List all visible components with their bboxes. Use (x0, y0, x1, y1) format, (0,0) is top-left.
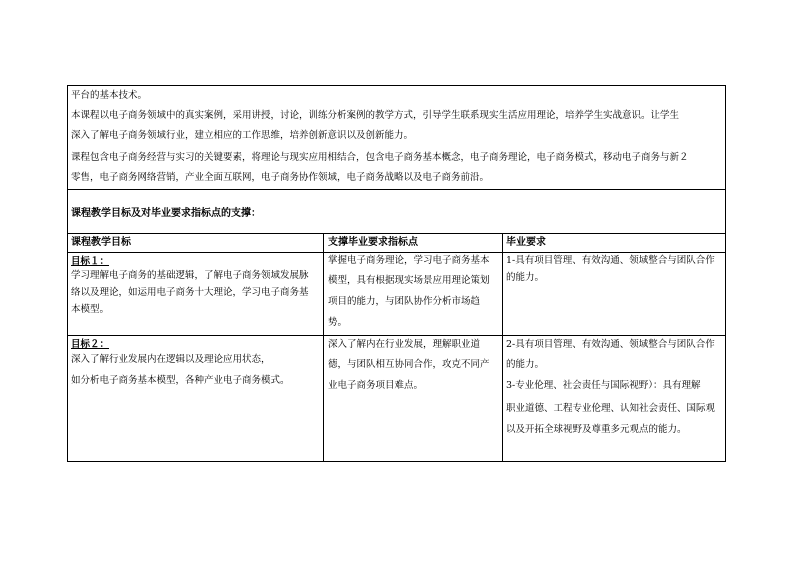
intro-line: 零售，电子商务网络营销，产业全面互联网，电子商务协作领域，电子商务战略以及电子商务前沿。 (71, 172, 490, 183)
goal-text-line: 如分析电子商务基本模型，各种产业电子商务模式。 (71, 375, 290, 386)
indicator-text-line: 势。 (328, 317, 348, 328)
indicator-text-line: 德，与团队相互协同合作，攻克不同产 (328, 359, 490, 370)
requirement-text-line: 1-具有项目管理、有效沟通、领域整合与团队合作 (506, 255, 715, 266)
goal-text-line: 学习理解电子商务的基础逻辑，了解电子商务领域发展脉 (71, 270, 309, 281)
indicator-text-line: 项目的能力，与团队协作分析市场趋 (328, 296, 481, 307)
intro-line: 深入了解电子商务领域行业，建立相应的工作思维，培养创新意识以及创新能力。 (71, 130, 414, 141)
goal-text-line: 本模型。 (71, 304, 110, 315)
requirement-text-line: 以及开拓全球视野及尊重多元观点的能力。 (506, 424, 687, 435)
goal-text-line: 深入了解行业发展内在逻辑以及理论应用状态， (71, 354, 271, 365)
intro-bottom-rule (67, 189, 726, 190)
requirement-text-line: 的能力。 (506, 359, 545, 370)
requirement-text-line: 2-具有项目管理、有效沟通、领域整合与团队合作 (506, 339, 715, 350)
indicator-text-line: 深入了解内在行业发展，理解职业道 (328, 339, 481, 350)
column-divider-1 (323, 233, 324, 462)
indicator-text-line: 模型，具有根据现实场景应用理论策划 (328, 275, 490, 286)
intro-line: 课程包含电子商务经营与实习的关键要素，将理论与现实应用相结合，包含电子商务基本概念，电子商务理论，电子商务模式，移动电子商务与新２ (71, 152, 689, 163)
column-divider-2 (502, 233, 503, 462)
column-header-goal: 课程教学目标 (71, 237, 131, 248)
requirement-text-line: 的能力。 (506, 272, 545, 283)
requirement-text-line: 3-专业伦理、社会责任与国际视野）：具有理解 (506, 380, 701, 391)
intro-line: 本课程以电子商务领域中的真实案例，采用讲授，讨论，训练分析案例的教学方式，引导学生联系现实生活应用理论，培养学生实战意识。让学生 (71, 110, 680, 121)
goal-text-line: 络以及理论，如运用电子商务十大理论，学习电子商务基 (71, 287, 309, 298)
intro-line: 平台的基本技术。 (71, 90, 148, 101)
section-title: 课程教学目标及对毕业要求指标点的支撑： (71, 208, 261, 219)
goal-label: 目标１： (71, 256, 110, 267)
requirement-text-line: 职业道德、工程专业伦理、认知社会责任、国际观 (506, 403, 716, 414)
indicator-text-line: 业电子商务项目难点。 (328, 380, 424, 391)
indicator-text-line: 掌握电子商务理论，学习电子商务基本 (328, 255, 490, 266)
goal-label: 目标２： (71, 339, 110, 350)
column-header-indicator: 支撑毕业要求指标点 (328, 237, 418, 248)
column-header-requirement: 毕业要求 (506, 237, 546, 248)
